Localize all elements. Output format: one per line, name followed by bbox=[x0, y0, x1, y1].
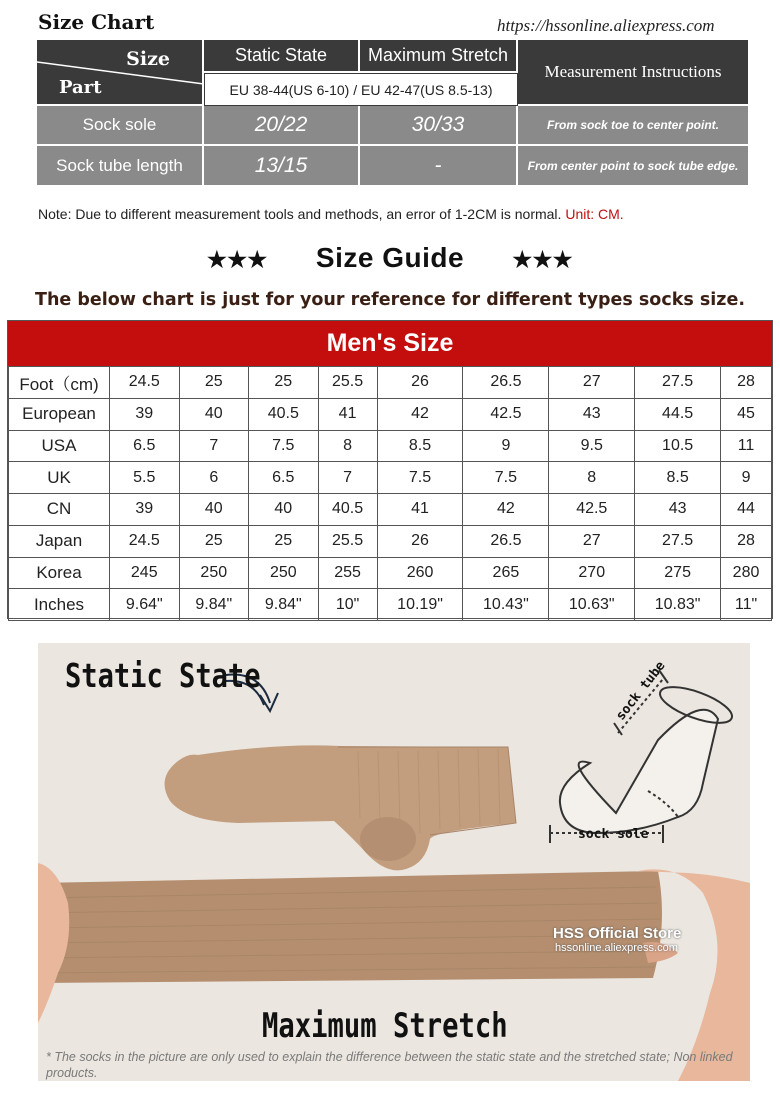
size-chart-title: Size Chart bbox=[38, 10, 155, 34]
size-cell: 280 bbox=[721, 557, 772, 589]
size-cell: 28 bbox=[721, 525, 772, 557]
size-cell: 7.5 bbox=[463, 462, 549, 494]
size-cell: 7 bbox=[318, 462, 377, 494]
size-cell: 9.64" bbox=[110, 589, 180, 621]
static-state-label: Static State bbox=[65, 656, 261, 695]
diagram-tube-label: sock tube bbox=[613, 658, 669, 724]
maximum-stretch-label: Maximum Stretch bbox=[262, 1006, 508, 1046]
size-cell: 8.5 bbox=[377, 430, 463, 462]
size-cell: 9.5 bbox=[549, 430, 635, 462]
size-cell: 24.5 bbox=[110, 525, 180, 557]
size-cell: 5.5 bbox=[110, 462, 180, 494]
table-row bbox=[9, 557, 772, 589]
size-cell: 7.5 bbox=[249, 430, 319, 462]
size-cell: 9 bbox=[721, 462, 772, 494]
corner-header bbox=[37, 40, 204, 106]
size-cell: 8 bbox=[549, 462, 635, 494]
row-label: Korea bbox=[9, 557, 110, 589]
size-cell: 40 bbox=[249, 494, 319, 526]
row-label-tube: Sock tube length bbox=[37, 146, 204, 187]
size-cell: 11 bbox=[721, 430, 772, 462]
size-cell: 27 bbox=[549, 367, 635, 399]
measurement-note bbox=[38, 206, 624, 222]
size-cell: 25.5 bbox=[318, 367, 377, 399]
mens-size-grid bbox=[8, 366, 772, 621]
size-cell: 39 bbox=[110, 398, 180, 430]
note-unit: Unit: CM. bbox=[565, 206, 624, 222]
store-watermark: HSS Official Store bbox=[553, 925, 682, 942]
size-cell: 8 bbox=[318, 430, 377, 462]
size-cell: 25 bbox=[249, 367, 319, 399]
table-row bbox=[9, 367, 772, 399]
size-cell: 27.5 bbox=[635, 367, 721, 399]
table-row bbox=[9, 462, 772, 494]
size-cell: 260 bbox=[377, 557, 463, 589]
size-cell: 42 bbox=[377, 398, 463, 430]
photo-disclaimer: * The socks in the picture are only used to explain the difference between the static state and the stretched state; Non linked products. bbox=[46, 1050, 733, 1080]
size-cell: 27.5 bbox=[635, 525, 721, 557]
row-label: European bbox=[9, 398, 110, 430]
sole-static-value: 20/22 bbox=[204, 106, 360, 146]
size-cell: 265 bbox=[463, 557, 549, 589]
mens-size-table bbox=[7, 320, 773, 619]
size-cell: 10.83" bbox=[635, 589, 721, 621]
size-cell: 6.5 bbox=[110, 430, 180, 462]
row-label: CN bbox=[9, 494, 110, 526]
col-instr-header: Measurement Instructions bbox=[518, 40, 750, 106]
table-row bbox=[9, 589, 772, 621]
store-url[interactable]: https://hssonline.aliexpress.com bbox=[497, 16, 715, 35]
size-cell: 7.5 bbox=[377, 462, 463, 494]
size-cell: 250 bbox=[249, 557, 319, 589]
size-cell: 45 bbox=[721, 398, 772, 430]
size-guide-heading bbox=[0, 242, 780, 274]
table-row bbox=[9, 430, 772, 462]
size-cell: 11" bbox=[721, 589, 772, 621]
size-cell: 41 bbox=[318, 398, 377, 430]
col-max-header: Maximum Stretch bbox=[360, 40, 518, 73]
size-cell: 6.5 bbox=[249, 462, 319, 494]
static-sock-image bbox=[165, 745, 516, 870]
reference-note: The below chart is just for your reference for different types socks size. bbox=[35, 290, 745, 310]
row-label: USA bbox=[9, 430, 110, 462]
right-stars-icon: ★★★ bbox=[512, 247, 574, 272]
tube-static-value: 13/15 bbox=[204, 146, 360, 187]
size-cell: 9.84" bbox=[179, 589, 249, 621]
size-cell: 25 bbox=[249, 525, 319, 557]
table-row bbox=[9, 494, 772, 526]
size-cell: 42.5 bbox=[463, 398, 549, 430]
size-range: EU 38-44(US 6-10) / EU 42-47(US 8.5-13) bbox=[204, 73, 518, 106]
row-label: Japan bbox=[9, 525, 110, 557]
size-cell: 26.5 bbox=[463, 525, 549, 557]
size-cell: 9 bbox=[463, 430, 549, 462]
size-cell: 43 bbox=[549, 398, 635, 430]
col-static-header: Static State bbox=[204, 40, 360, 73]
tube-max-value: - bbox=[360, 146, 518, 187]
row-label: Foot（cm) bbox=[9, 367, 110, 399]
size-cell: 26 bbox=[377, 367, 463, 399]
size-cell: 10" bbox=[318, 589, 377, 621]
sole-instruction: From sock toe to center point. bbox=[518, 106, 750, 146]
size-cell: 39 bbox=[110, 494, 180, 526]
size-cell: 42.5 bbox=[549, 494, 635, 526]
size-cell: 28 bbox=[721, 367, 772, 399]
table-row bbox=[9, 525, 772, 557]
size-cell: 8.5 bbox=[635, 462, 721, 494]
diagram-sole-label: sock sole bbox=[578, 827, 649, 842]
size-chart-table bbox=[37, 40, 750, 187]
note-text: Note: Due to different measurement tools and methods, an error of 1-2CM is normal. bbox=[38, 206, 562, 222]
size-cell: 10.63" bbox=[549, 589, 635, 621]
tube-instruction: From center point to sock tube edge. bbox=[518, 146, 750, 187]
mens-size-title: Men's Size bbox=[8, 321, 772, 366]
size-cell: 26.5 bbox=[463, 367, 549, 399]
size-cell: 44 bbox=[721, 494, 772, 526]
size-cell: 41 bbox=[377, 494, 463, 526]
size-cell: 10.5 bbox=[635, 430, 721, 462]
size-cell: 9.84" bbox=[249, 589, 319, 621]
size-cell: 44.5 bbox=[635, 398, 721, 430]
size-cell: 24.5 bbox=[110, 367, 180, 399]
size-cell: 40.5 bbox=[249, 398, 319, 430]
size-cell: 10.43" bbox=[463, 589, 549, 621]
table-row bbox=[9, 398, 772, 430]
size-cell: 25 bbox=[179, 525, 249, 557]
size-cell: 43 bbox=[635, 494, 721, 526]
sole-max-value: 30/33 bbox=[360, 106, 518, 146]
store-watermark-url: hssonline.aliexpress.com bbox=[555, 942, 678, 954]
size-cell: 26 bbox=[377, 525, 463, 557]
size-cell: 250 bbox=[179, 557, 249, 589]
size-cell: 40 bbox=[179, 494, 249, 526]
size-cell: 25.5 bbox=[318, 525, 377, 557]
size-guide-title: Size Guide bbox=[315, 242, 465, 273]
corner-size-label: Size bbox=[126, 48, 170, 70]
left-stars-icon: ★★★ bbox=[206, 247, 268, 272]
size-cell: 255 bbox=[318, 557, 377, 589]
size-cell: 7 bbox=[179, 430, 249, 462]
corner-part-label: Part bbox=[59, 77, 102, 98]
size-cell: 40.5 bbox=[318, 494, 377, 526]
size-cell: 42 bbox=[463, 494, 549, 526]
size-cell: 10.19" bbox=[377, 589, 463, 621]
size-cell: 6 bbox=[179, 462, 249, 494]
row-label: Inches bbox=[9, 589, 110, 621]
row-label-sole: Sock sole bbox=[37, 106, 204, 146]
size-cell: 25 bbox=[179, 367, 249, 399]
row-label: UK bbox=[9, 462, 110, 494]
size-cell: 245 bbox=[110, 557, 180, 589]
size-cell: 27 bbox=[549, 525, 635, 557]
size-cell: 40 bbox=[179, 398, 249, 430]
size-cell: 275 bbox=[635, 557, 721, 589]
size-cell: 270 bbox=[549, 557, 635, 589]
